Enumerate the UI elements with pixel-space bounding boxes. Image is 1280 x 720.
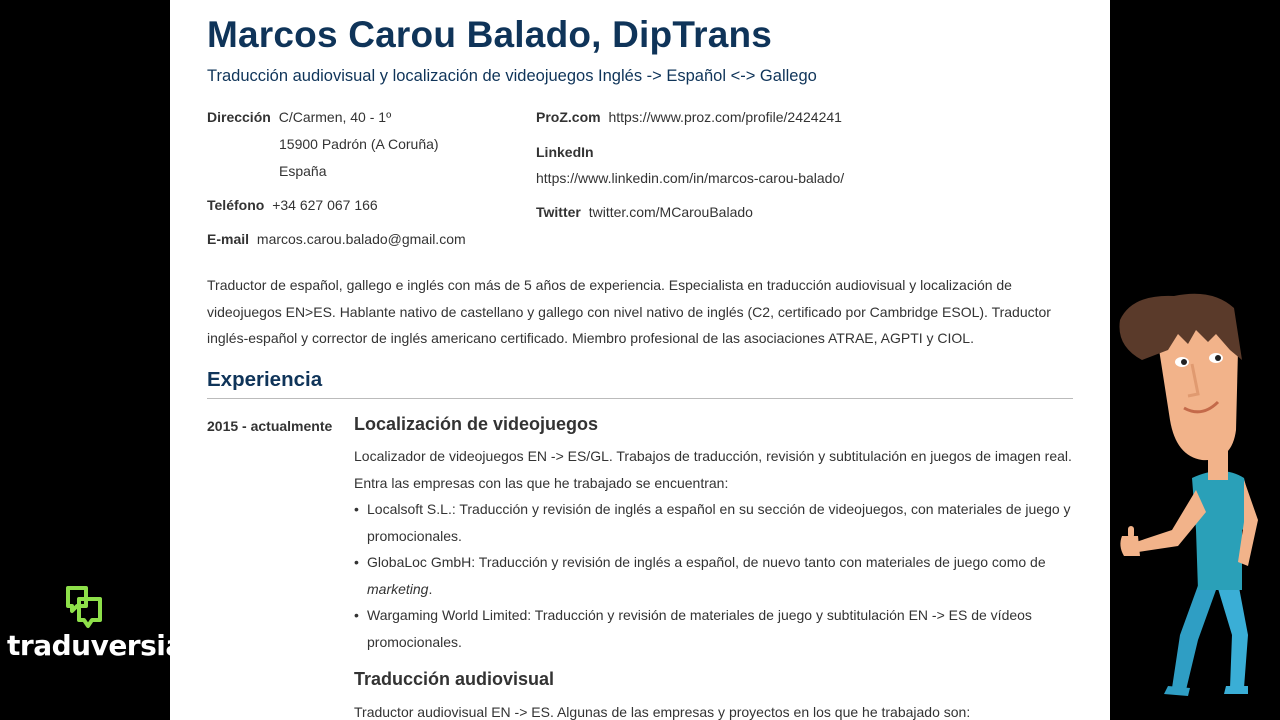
section-divider [207,398,1073,399]
job-description-localization: Localizador de videojuegos EN -> ES/GL. Trabajos de traducción, revisión y subtitulación en juegos de imagen real. Entra las empresas con las que he trabajado se encuentran: [354,448,1072,491]
linkedin-label: LinkedIn [536,144,594,160]
profile-summary: Traductor de español, gallego e inglés con más de 5 años de experiencia. Especialista en traducción audiovisual y localización de videojuegos EN>ES. Hablante nativo de castellano y gallego con nivel nativo de inglés (C2, certificado por Cambridge ESOL). Traductor inglés-español y corrector de inglés americano certificado. Miembro profesional de las asociaciones ATRAE, AGPTI y CIOL. [207,277,1051,346]
twitter-label: Twitter [536,204,581,220]
cv-page [170,0,1110,720]
chat-bubbles-icon [64,585,106,631]
twitter-field [536,204,753,220]
address-line3: España [279,163,327,179]
linkedin-link[interactable]: https://www.linkedin.com/in/marcos-carou-balado/ [536,170,845,186]
italic-marketing: marketing [367,580,429,597]
proz-link[interactable]: https://www.proz.com/profile/2424241 [608,109,842,125]
list-item: • GlobaLoc GmbH: Traducción y revisión de inglés a español, de nuevo tanto con materiales de juego como de marketing. [354,549,1074,602]
phone-label: Teléfono [207,197,265,213]
phone-value: +34 627 067 166 [272,197,378,213]
cv-name: Marcos Carou Balado, DipTrans [207,14,773,55]
cartoon-mascot-illustration [1112,290,1262,700]
job-title-audiovisual: Traducción audiovisual [354,669,555,689]
twitter-link[interactable]: twitter.com/MCarouBalado [588,204,753,220]
email-link[interactable]: marcos.carou.balado@gmail.com [256,231,466,247]
job-title-localization: Localización de videojuegos [354,414,599,434]
cv-subtitle: Traducción audiovisual y localización de videojuegos Inglés -> Español <-> Gallego [207,67,817,85]
address-line1: C/Carmen, 40 - 1º [278,109,392,125]
experience-date: 2015 - actualmente [207,418,333,434]
email-field [207,231,466,247]
list-item: • Wargaming World Limited: Traducción y revisión de materiales de juego y subtitulación EN -> ES de vídeos promocionales. [354,602,1074,655]
job-description-audiovisual: Traductor audiovisual EN -> ES. Algunas de las empresas y proyectos en los que he trabajado son: [354,704,971,720]
proz-label: ProZ.com [536,109,601,125]
email-label: E-mail [207,231,250,247]
address-field [207,109,391,125]
experience-heading: Experiencia [207,368,323,391]
address-label: Dirección [207,109,271,125]
address-line2: 15900 Padrón (A Coruña) [279,136,439,152]
client-list [354,496,1074,655]
brand-logo-text: traduversia [7,629,184,662]
list-item: • Localsoft S.L.: Traducción y revisión de inglés a español en su sección de videojuegos, con materiales de juego y promocionales. [354,496,1074,549]
proz-field [536,109,842,125]
phone-field [207,197,378,213]
